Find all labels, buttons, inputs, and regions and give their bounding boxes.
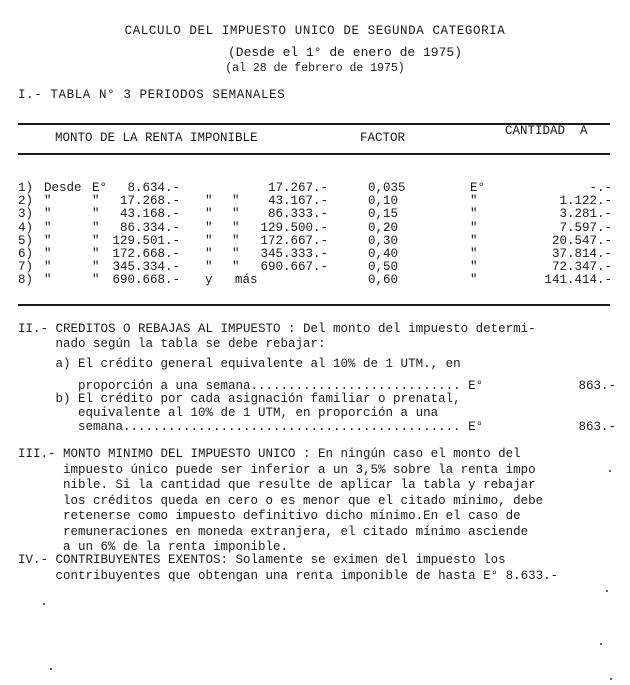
cell-to: 86.333.-	[267, 207, 328, 222]
cell-num: 1)	[18, 181, 34, 195]
cell-from: 129.501.-	[112, 233, 180, 248]
section-2-line: semana............................................. E°	[18, 420, 484, 434]
table-row	[0, 181, 630, 195]
section-2-line: II.- CREDITOS O REBAJAS AL IMPUESTO : Del monto del impuesto determi-	[18, 322, 536, 336]
column-header-cantidad: CANTIDAD A	[505, 124, 588, 138]
cell-from: 172.668.-	[112, 247, 180, 261]
cell-rcur: "	[470, 273, 478, 288]
cell-factor: 0,035	[368, 181, 406, 195]
cell-num: 2)	[18, 194, 34, 209]
cell-dq2: "	[232, 194, 240, 209]
cell-cur: "	[92, 273, 100, 288]
cell-num: 7)	[18, 260, 34, 275]
section-4-line: contribuyentes que obtengan una renta imponible de hasta E° 8.633.-	[18, 569, 559, 583]
table-row	[0, 247, 630, 261]
page-title: CALCULO DEL IMPUESTO UNICO DE SEGUNDA CATEGORIA	[124, 24, 506, 38]
cell-rebajar: 20.547.-	[551, 233, 612, 248]
section-2-rule	[18, 304, 610, 306]
cell-num: 3)	[18, 207, 34, 222]
cell-from: 43.168.-	[119, 207, 180, 222]
cell-factor: 0,60	[368, 273, 399, 288]
cell-dq2: "	[232, 207, 240, 222]
scan-speck	[606, 590, 608, 592]
section-1-title: I.- TABLA N° 3 PERIODOS SEMANALES	[18, 88, 286, 102]
credit-general-amount: 863.-	[578, 379, 616, 393]
cell-cur: "	[92, 233, 100, 248]
cell-rebajar: 37.814.-	[551, 247, 612, 261]
section-3-line: a un 6% de la renta imponible.	[18, 540, 289, 554]
cell-desde: "	[44, 247, 52, 261]
cell-to: 17.267.-	[267, 181, 328, 195]
cell-factor: 0,50	[368, 260, 399, 275]
section-2-line: b) El crédito por cada asignación familiar o prenatal,	[18, 392, 461, 406]
table-row	[0, 194, 630, 208]
section-3-line: impuesto único puede ser inferior a un 3,5% sobre la renta impo	[18, 462, 536, 477]
credit-family-amount: 863.-	[578, 420, 616, 434]
cell-to: 690.667.-	[260, 260, 328, 275]
cell-rcur: "	[470, 233, 478, 248]
cell-cur: "	[92, 260, 100, 275]
cell-from: 8.634.-	[127, 181, 180, 195]
cell-desde: "	[44, 273, 52, 288]
section-2-line: nado según la tabla se debe rebajar:	[18, 337, 326, 351]
cell-rcur: "	[470, 220, 478, 235]
cell-from: 345.334.-	[112, 260, 180, 275]
cell-rebajar: 141.414.-	[544, 273, 612, 288]
section-3-line: nible. Si la cantidad que resulte de aplicar la tabla y rebajar	[18, 478, 536, 492]
cell-desde: "	[44, 207, 52, 222]
cell-to: 129.500.-	[260, 220, 328, 235]
scan-speck	[610, 678, 612, 680]
cell-from: 690.668.-	[112, 273, 180, 288]
section-3-line: remuneraciones en moneda extranjera, el citado mínimo asciende	[18, 524, 529, 539]
table-row	[0, 207, 630, 221]
cell-rcur: E°	[470, 181, 486, 195]
cell-num: 8)	[18, 273, 34, 288]
section-3-line: III.- MONTO MINIMO DEL IMPUESTO UNICO : En ningún caso el monto del	[18, 447, 521, 461]
cell-rcur: "	[470, 207, 478, 222]
cell-rebajar: -.-	[589, 181, 612, 195]
cell-rcur: "	[470, 247, 478, 261]
cell-to: 345.333.-	[260, 247, 328, 261]
cell-dq1: "	[205, 247, 213, 261]
cell-rcur: "	[470, 194, 478, 209]
cell-to: 172.667.-	[260, 233, 328, 248]
cell-desde: "	[44, 194, 52, 209]
cell-rcur: "	[470, 260, 478, 275]
cell-factor: 0,40	[368, 247, 399, 261]
scan-speck	[50, 668, 52, 670]
section-4-line: IV.- CONTRIBUYENTES EXENTOS: Solamente se eximen del impuesto los	[18, 553, 506, 567]
section-3-line: retenerse como impuesto definitivo dicho mínimo.En el caso de	[18, 509, 521, 523]
cell-dq1: "	[205, 207, 213, 222]
cell-cur: "	[92, 247, 100, 261]
cell-from: 86.334.-	[119, 220, 180, 235]
cell-rebajar: 3.281.-	[559, 207, 612, 222]
table-row	[0, 221, 630, 235]
cell-desde: "	[44, 220, 52, 235]
cell-from: 17.268.-	[119, 194, 180, 209]
page-subtitle-to: (al 28 de febrero de 1975)	[225, 62, 405, 75]
cell-num: 4)	[18, 220, 34, 235]
cell-dq1: "	[205, 233, 213, 248]
scan-speck	[600, 643, 602, 645]
cell-num: 5)	[18, 233, 34, 248]
section-2-line: equivalente al 10% de 1 UTM, en proporción a una	[18, 406, 439, 420]
table-row	[0, 234, 630, 248]
section-2-line: a) El crédito general equivalente al 10% de 1 UTM., en	[18, 357, 461, 371]
section-3-line: los créditos queda en cero o es menor que el citado mínimo, debe	[18, 493, 544, 508]
scan-speck	[609, 470, 611, 472]
cell-dq2: "	[232, 247, 240, 261]
cell-factor: 0,10	[368, 194, 399, 209]
cell-dq2: "	[232, 233, 240, 248]
cell-to: más	[235, 273, 258, 288]
cell-rebajar: 1.122.-	[559, 194, 612, 209]
scan-speck	[43, 603, 45, 605]
table-row	[0, 273, 630, 287]
page-subtitle-from: (Desde el 1° de enero de 1975)	[227, 45, 463, 60]
cell-rebajar: 72.347.-	[551, 260, 612, 275]
cell-cur: "	[92, 194, 100, 209]
cell-cur: "	[92, 220, 100, 235]
cell-desde: Desde	[44, 181, 82, 195]
cell-rebajar: 7.597.-	[559, 220, 612, 235]
table-row	[0, 260, 630, 274]
cell-cur: "	[92, 207, 100, 222]
cell-cur: E°	[92, 181, 108, 195]
section-2-line: proporción a una semana............................ E°	[18, 379, 484, 393]
cell-desde: "	[44, 260, 52, 275]
table-header-rule	[18, 153, 610, 155]
cell-factor: 0,20	[368, 220, 399, 235]
cell-dq1: "	[205, 220, 213, 235]
column-header-monto: MONTO DE LA RENTA IMPONIBLE	[55, 131, 258, 145]
cell-factor: 0,30	[368, 233, 399, 248]
cell-num: 6)	[18, 247, 34, 261]
cell-dq1: "	[205, 194, 213, 209]
cell-desde: "	[44, 233, 52, 248]
cell-dq1: y	[205, 273, 213, 288]
cell-dq1: "	[205, 260, 213, 275]
cell-dq2: "	[232, 220, 240, 235]
cell-factor: 0,15	[368, 207, 399, 222]
cell-to: 43.167.-	[267, 194, 328, 209]
column-header-factor: FACTOR	[360, 131, 406, 145]
cell-dq2: "	[232, 260, 240, 275]
